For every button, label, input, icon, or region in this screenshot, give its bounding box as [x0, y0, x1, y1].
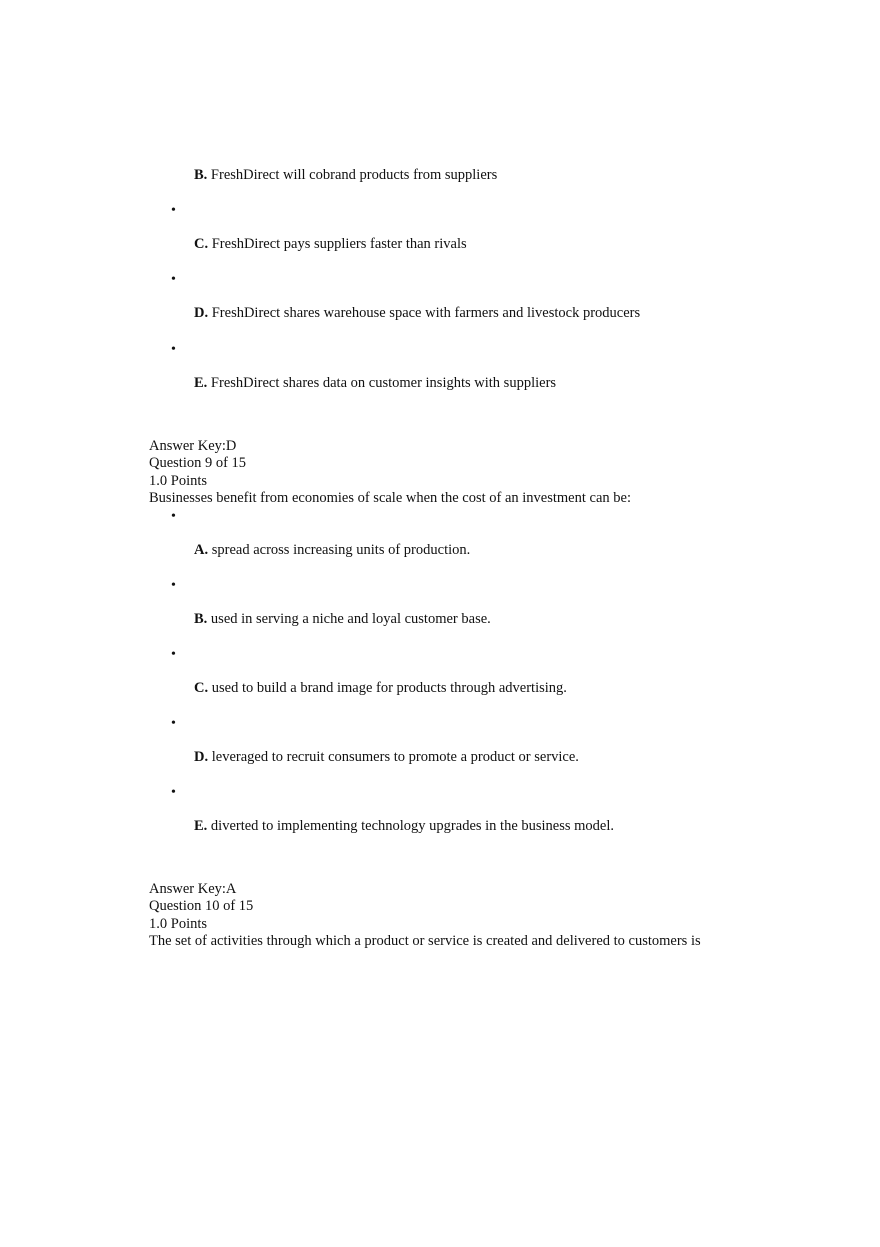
option-letter: D.	[194, 305, 209, 321]
answer-key: Answer Key:D	[149, 438, 237, 454]
question-points: 1.0 Points	[149, 473, 208, 489]
option-text: spread across increasing units of production.	[211, 542, 471, 558]
option-text: diverted to implementing technology upgrades in the business model.	[210, 818, 615, 834]
option-text: FreshDirect shares warehouse space with farmers and livestock producers	[211, 305, 641, 321]
question-number: Question 10 of 15	[149, 898, 254, 914]
option-letter: A.	[194, 542, 209, 558]
question-prompt: Businesses benefit from economies of scale when the cost of an investment can be:	[149, 490, 631, 506]
option-text: used in serving a niche and loyal customer base.	[210, 611, 491, 627]
q9-option-c[interactable]	[194, 680, 567, 697]
option-letter: B.	[194, 167, 208, 183]
bullet-icon: •	[171, 647, 176, 662]
bullet-icon: •	[171, 342, 176, 357]
option-letter: B.	[194, 611, 208, 627]
option-text: leveraged to recruit consumers to promote a product or service.	[211, 749, 579, 765]
question-prompt: The set of activities through which a product or service is created and delivered to customers is	[149, 933, 701, 949]
q8-option-b[interactable]	[194, 167, 497, 184]
option-letter: E.	[194, 818, 208, 834]
q9-option-a[interactable]	[194, 542, 470, 559]
option-letter: E.	[194, 375, 208, 391]
q8-option-e[interactable]	[194, 375, 556, 392]
option-letter: D.	[194, 749, 209, 765]
bullet-icon: •	[171, 272, 176, 287]
bullet-icon: •	[171, 509, 176, 524]
option-letter: C.	[194, 680, 209, 696]
q9-option-b[interactable]	[194, 611, 491, 628]
bullet-icon: •	[171, 785, 176, 800]
option-letter: C.	[194, 236, 209, 252]
question-number: Question 9 of 15	[149, 455, 247, 471]
option-text: FreshDirect will cobrand products from suppliers	[210, 167, 498, 183]
option-text: FreshDirect shares data on customer insights with suppliers	[210, 375, 557, 391]
q9-option-e[interactable]	[194, 818, 614, 835]
question-points: 1.0 Points	[149, 916, 208, 932]
q9-option-d[interactable]	[194, 749, 579, 766]
q8-option-d[interactable]	[194, 305, 640, 322]
bullet-icon: •	[171, 578, 176, 593]
q8-option-c[interactable]	[194, 236, 467, 253]
option-text: FreshDirect pays suppliers faster than rivals	[211, 236, 467, 252]
bullet-icon: •	[171, 203, 176, 218]
answer-key: Answer Key:A	[149, 881, 237, 897]
option-text: used to build a brand image for products through advertising.	[211, 680, 567, 696]
bullet-icon: •	[171, 716, 176, 731]
